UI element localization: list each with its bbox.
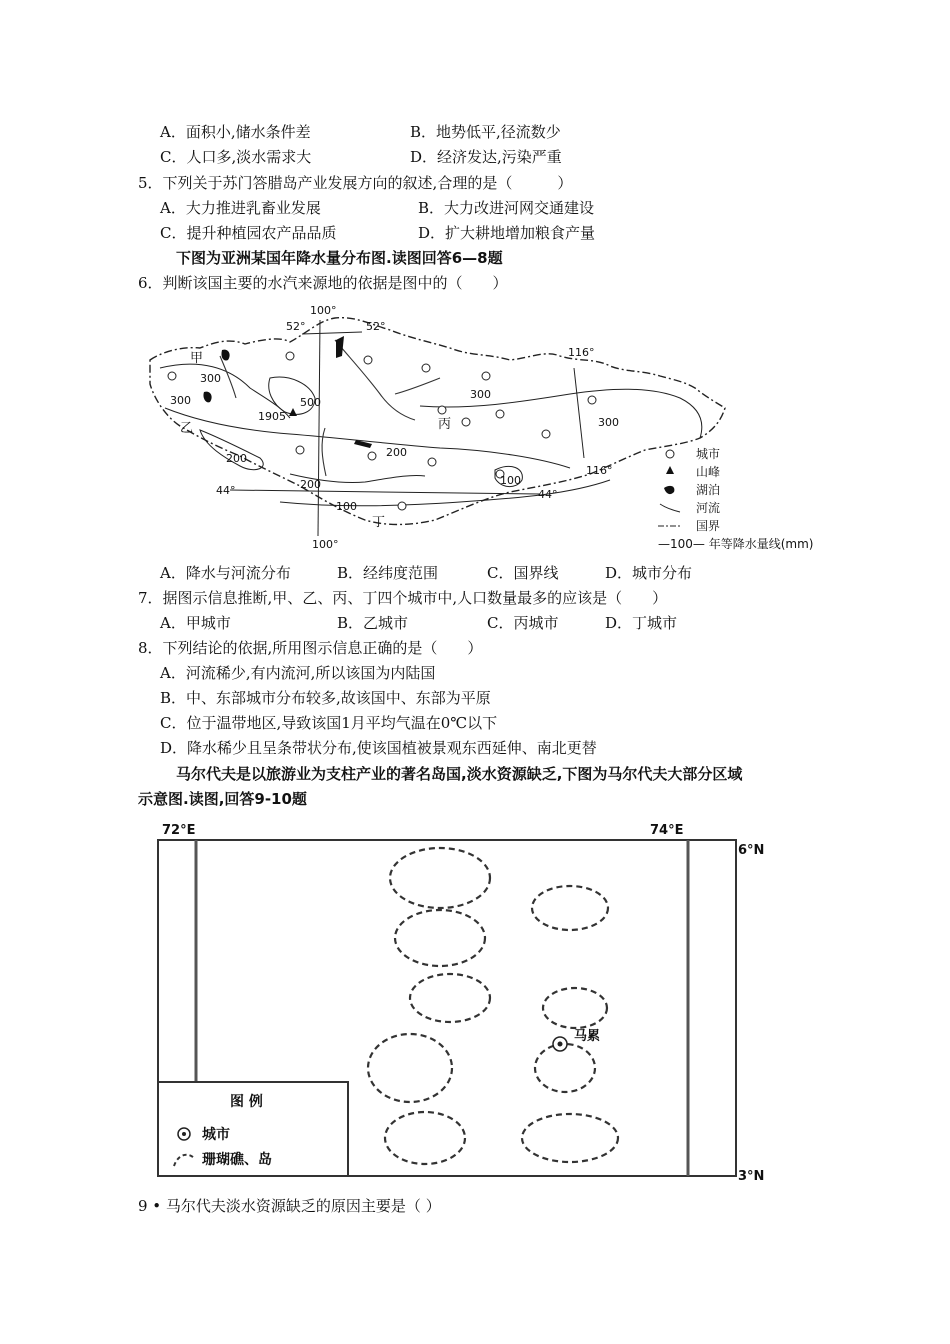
legend-lake-icon xyxy=(664,486,674,494)
precipitation-map xyxy=(140,298,820,556)
q6-option-c: C．国界线 xyxy=(487,564,559,582)
city-marker xyxy=(296,446,304,454)
label-lat-6N: 6°N xyxy=(738,843,765,858)
q8-option-b: B．中、东部城市分布较多,故该国中、东部为平原 xyxy=(160,689,491,707)
legend-peak-icon xyxy=(666,466,674,474)
label-city-ding: 丁 xyxy=(372,515,386,530)
label-isohyet-200: 200 xyxy=(226,452,247,465)
label-isohyet-300: 300 xyxy=(170,394,191,407)
label-lon-72E: 72°E xyxy=(162,823,196,838)
atoll xyxy=(543,988,607,1028)
mountain-peak-icon xyxy=(289,408,297,416)
label-lat-44-left: 44° xyxy=(216,484,236,497)
capital-city-icon xyxy=(553,1037,567,1051)
map2-legend xyxy=(158,1082,348,1176)
river-4 xyxy=(220,356,236,398)
label-male: 马累 xyxy=(574,1029,601,1044)
city-marker xyxy=(398,502,406,510)
q7-option-d: D．丁城市 xyxy=(605,614,678,632)
label-city-yi: 乙 xyxy=(180,421,194,436)
city-marker xyxy=(368,452,376,460)
label-lon-74E: 74°E xyxy=(650,823,684,838)
coral-reefs xyxy=(368,848,618,1164)
q5-option-a: A．大力推进乳畜业发展 xyxy=(160,199,321,217)
q4-option-a: A．面积小,储水条件差 xyxy=(160,123,311,141)
q6-option-b: B．经纬度范围 xyxy=(337,564,439,582)
label-lat-3N: 3°N xyxy=(738,1169,765,1184)
q6-option-d: D．城市分布 xyxy=(605,564,693,582)
label-isohyet-100: 100 xyxy=(500,474,521,487)
label-city-bing: 丙 xyxy=(438,417,452,432)
label-lon-100-bottom: 100° xyxy=(312,538,339,551)
legend-city-label: 城市 xyxy=(696,447,721,461)
legend-peak-label: 山峰 xyxy=(696,465,721,479)
atoll xyxy=(390,848,490,908)
intro-questions-9-10-line1: 马尔代夫是以旅游业为支柱产业的著名岛国,淡水资源缺乏,下图为马尔代夫大部分区域 xyxy=(176,765,743,783)
q5-option-c: C．提升种植园农产品品质 xyxy=(160,224,337,242)
parallel-52 xyxy=(302,332,362,334)
map1-legend xyxy=(658,447,813,551)
city-marker xyxy=(428,458,436,466)
meridian-116 xyxy=(574,368,584,458)
label-isohyet-100: 100 xyxy=(336,500,357,513)
label-city-jia: 甲 xyxy=(190,351,204,366)
q4-option-d: D．经济发达,污染严重 xyxy=(410,148,562,166)
q4-option-c: C．人口多,淡水需求大 xyxy=(160,148,312,166)
label-peak-elevation: 1905 xyxy=(258,410,286,423)
legend-river-icon xyxy=(660,504,680,512)
label-lat-52-left: 52° xyxy=(286,320,306,333)
label-lon-116-top: 116° xyxy=(568,346,595,359)
q6-option-a: A．降水与河流分布 xyxy=(160,564,291,582)
legend-isohyet-label: —100— 年等降水量线(mm) xyxy=(658,537,814,551)
city-marker xyxy=(422,364,430,372)
city-marker xyxy=(286,352,294,360)
maldives-map xyxy=(150,818,790,1190)
city-marker xyxy=(482,372,490,380)
lake-2 xyxy=(203,392,211,403)
city-marker xyxy=(588,396,596,404)
q7-stem: 7．据图示信息推断,甲、乙、丙、丁四个城市中,人口数量最多的应该是（ ） xyxy=(138,589,668,607)
q6-stem: 6．判断该国主要的水汽来源地的依据是图中的（ ） xyxy=(138,274,508,292)
river-3 xyxy=(322,428,326,476)
intro-questions-9-10-line2: 示意图.读图,回答9-10题 xyxy=(138,790,307,808)
q8-option-d: D．降水稀少且呈条带状分布,使该国植被景观东西延伸、南北更替 xyxy=(160,739,597,757)
lake-3 xyxy=(336,336,344,358)
label-isohyet-300: 300 xyxy=(598,416,619,429)
atoll xyxy=(522,1114,618,1162)
atoll xyxy=(368,1034,452,1102)
atoll xyxy=(395,910,485,966)
label-lon-100-top: 100° xyxy=(310,304,337,317)
legend-city-label: 城市 xyxy=(202,1127,230,1143)
q8-stem: 8．下列结论的依据,所用图示信息正确的是（ ） xyxy=(138,639,483,657)
q7-option-c: C．丙城市 xyxy=(487,614,559,632)
label-isohyet-200: 200 xyxy=(386,446,407,459)
legend-city-icon xyxy=(178,1128,190,1140)
q7-option-b: B．乙城市 xyxy=(337,614,409,632)
meridian-100 xyxy=(318,320,320,536)
atoll xyxy=(535,1044,595,1092)
legend-city-icon xyxy=(666,450,674,458)
legend-reef-label: 珊瑚礁、岛 xyxy=(202,1152,272,1168)
city-marker xyxy=(496,410,504,418)
q9-stem: 9 • 马尔代夫淡水资源缺乏的原因主要是（ ） xyxy=(138,1197,441,1215)
q5-option-b: B．大力改进河网交通建设 xyxy=(418,199,595,217)
atoll xyxy=(385,1112,465,1164)
q8-option-c: C．位于温带地区,导致该国1月平均气温在0℃以下 xyxy=(160,714,498,732)
label-isohyet-300: 300 xyxy=(200,372,221,385)
label-lat-44-right: 44° xyxy=(538,488,558,501)
lake-1 xyxy=(221,350,229,361)
river-2 xyxy=(395,378,440,394)
isohyet-300-east xyxy=(420,389,702,438)
intro-questions-6-8: 下图为亚洲某国年降水量分布图.读图回答6—8题 xyxy=(176,249,503,267)
river-1 xyxy=(335,340,415,420)
label-lat-52-right: 52° xyxy=(366,320,386,333)
q5-option-d: D．扩大耕地增加粮食产量 xyxy=(418,224,596,242)
q4-option-b: B．地势低平,径流数少 xyxy=(410,123,561,141)
parallel-44 xyxy=(230,490,540,494)
label-isohyet-200: 200 xyxy=(300,478,321,491)
atoll xyxy=(410,974,490,1022)
label-lon-116-bottom: 116° xyxy=(586,464,613,477)
atoll xyxy=(532,886,608,930)
legend-border-label: 国界 xyxy=(696,519,721,533)
q7-option-a: A．甲城市 xyxy=(160,614,231,632)
q8-option-a: A．河流稀少,有内流河,所以该国为内陆国 xyxy=(160,664,436,682)
legend-title: 图 例 xyxy=(230,1094,263,1110)
label-isohyet-500: 500 xyxy=(300,396,321,409)
legend-lake-label: 湖泊 xyxy=(696,483,721,497)
city-marker xyxy=(438,406,446,414)
label-isohyet-300: 300 xyxy=(470,388,491,401)
q5-stem: 5．下列关于苏门答腊岛产业发展方向的叙述,合理的是（ ） xyxy=(138,174,573,192)
city-marker xyxy=(364,356,372,364)
city-marker xyxy=(462,418,470,426)
city-marker xyxy=(542,430,550,438)
city-marker xyxy=(168,372,176,380)
legend-river-label: 河流 xyxy=(696,501,721,515)
